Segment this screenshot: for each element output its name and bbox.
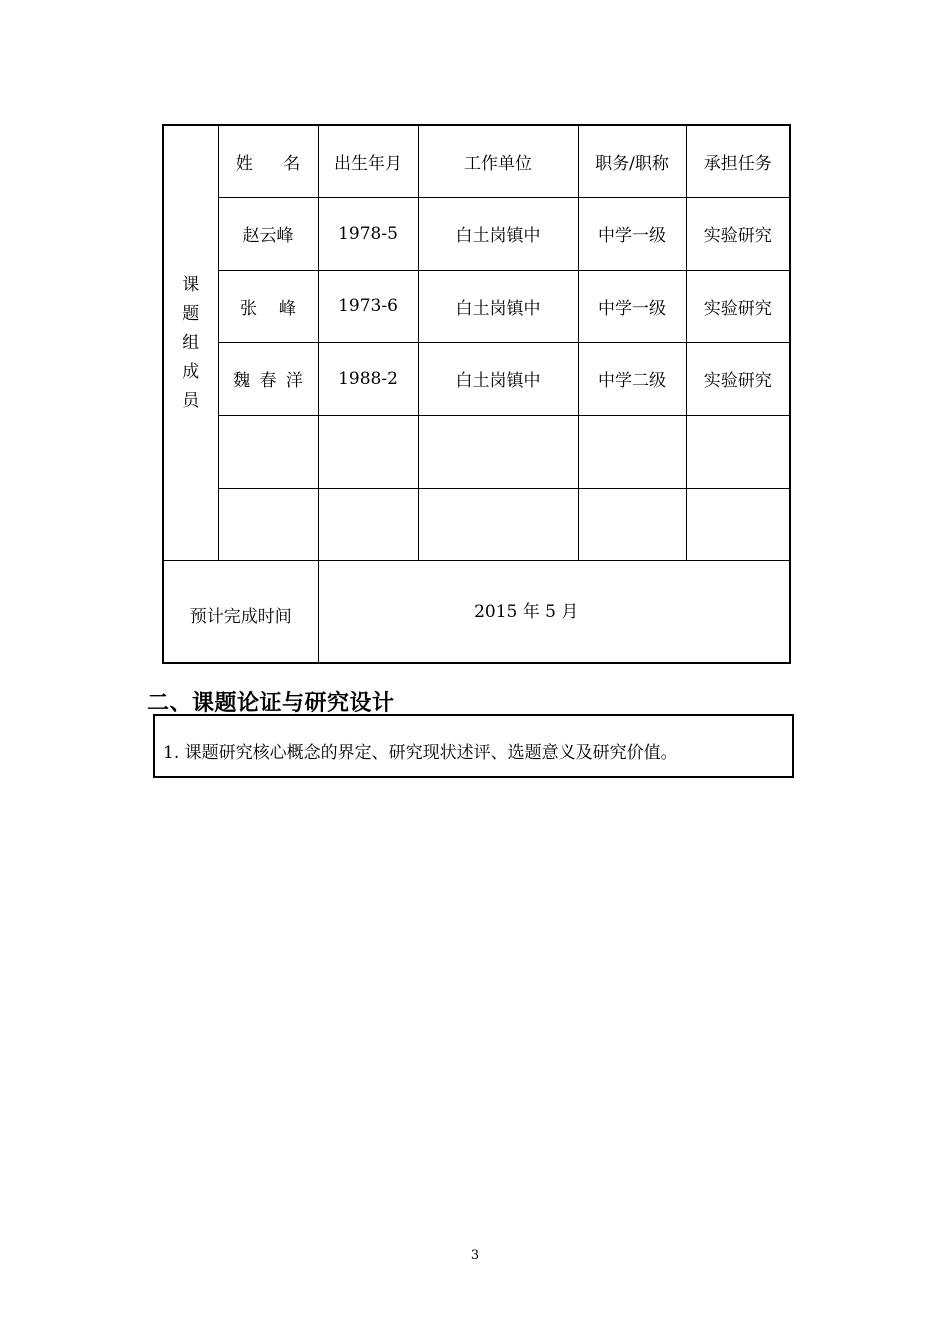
member-title: 中学一级 [578,270,686,342]
completion-row [163,561,790,663]
section-box [153,714,794,778]
section-title: 二、课题论证与研究设计 [147,691,395,716]
member-table [162,124,791,664]
completion-value: 2015 年 5 月 [318,561,790,663]
member-name: 魏春洋 [218,342,318,415]
page-number: 3 [470,1248,480,1263]
table-row [163,270,790,342]
member-birth: 1973-6 [318,270,418,342]
completion-label: 预计完成时间 [163,561,318,663]
table-row [163,342,790,415]
side-label: 课 题 组 成 员 [163,125,218,561]
header-title: 职务/职称 [578,125,686,197]
member-unit: 白土岗镇中 [418,197,578,270]
member-title: 中学二级 [578,342,686,415]
member-task: 实验研究 [686,197,790,270]
table-row [163,197,790,270]
member-unit: 白土岗镇中 [418,342,578,415]
header-task: 承担任务 [686,125,790,197]
member-birth: 1978-5 [318,197,418,270]
member-name: 赵云峰 [218,197,318,270]
member-unit: 白土岗镇中 [418,270,578,342]
member-title: 中学一级 [578,197,686,270]
header-birth: 出生年月 [318,125,418,197]
member-birth: 1988-2 [318,342,418,415]
member-task: 实验研究 [686,342,790,415]
member-task: 实验研究 [686,270,790,342]
header-unit: 工作单位 [418,125,578,197]
header-row [163,125,790,197]
member-name: 张峰 [218,270,318,342]
empty-row [163,489,790,561]
section-item-1: 1. 课题研究核心概念的界定、研究现状述评、选题意义及研究价值。 [163,743,678,763]
header-name: 姓名 [218,125,318,197]
empty-row [163,416,790,489]
